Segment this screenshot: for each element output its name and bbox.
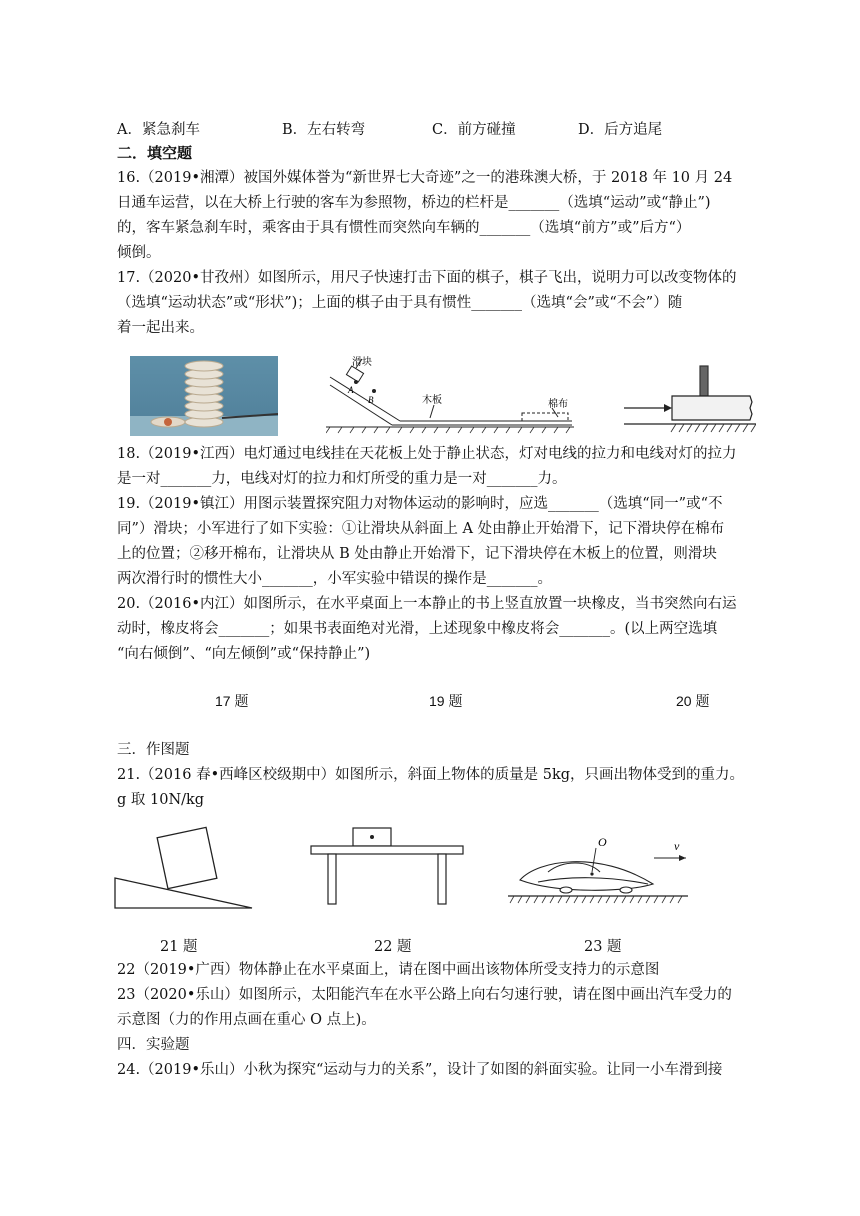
q18-line-1: 18.（2019•江西）电灯通过电线挂在天花板上处于静止状态，灯对电线的拉力和电线对灯的拉力 (117, 446, 737, 462)
solar-car-diagram (508, 836, 688, 910)
table-object-diagram (308, 826, 468, 906)
caption-22: 22 题 (374, 939, 412, 955)
incline-block-diagram (112, 820, 258, 912)
section-drawing-heading: 三．作图题 (117, 742, 190, 758)
caption-19: 19 题 (429, 693, 463, 709)
q21-line-2: g 取 10N/kg (117, 792, 205, 808)
book-eraser-diagram (624, 362, 756, 438)
q19-line-1: 19.（2019•镇江）用图示装置探究阻力对物体运动的影响时，应选_______（选填“同一”或“不 (117, 496, 723, 512)
option-b: B．左右转弯 (282, 122, 366, 138)
q24-line: 24.（2019•乐山）小秋为探究“运动与力的关系”，设计了如图的斜面实验。让同一小车滑到接 (117, 1062, 723, 1078)
q21-line-1: 21.（2016 春•西峰区校级期中）如图所示，斜面上物体的质量是 5kg，只画出物体受到的重力。 (117, 767, 745, 783)
option-d: D．后方追尾 (578, 122, 663, 138)
caption-23: 23 题 (584, 939, 622, 955)
q16-line-3: 的，客车紧急刹车时，乘客由于具有惯性而突然向车辆的_______（选填“前方”或”后方“） (117, 220, 691, 236)
q19-line-3: 上的位置；②移开棉布，让滑块从 B 处由静止开始滑下，记下滑块停在木板上的位置，则滑块 (117, 546, 717, 562)
board-label: 木板 (422, 395, 442, 406)
caption-17: 17 题 (215, 693, 249, 709)
q23-line-1: 23（2020•乐山）如图所示，太阳能汽车在水平公路上向右匀速行驶，请在图中画出汽车受力的 (117, 987, 732, 1003)
q19-line-4: 两次滑行时的惯性大小_______，小军实验中错误的操作是_______。 (117, 571, 552, 587)
q16-line-4: 倾倒。 (117, 245, 161, 261)
q17-line-1: 17.（2020•甘孜州）如图所示，用尺子快速打击下面的棋子，棋子飞出，说明力可以改变物体的 (117, 270, 737, 286)
velocity-v-label: v (674, 839, 680, 853)
point-b-label: B (368, 395, 374, 405)
slider-incline-diagram (326, 355, 576, 437)
chess-pieces-photo (130, 356, 278, 436)
point-a-label: A (348, 385, 354, 395)
q20-line-2: 动时，橡皮将会_______；如果书表面绝对光滑，上述现象中橡皮将会_______。(以上两空选填 (117, 621, 718, 637)
q16-line-1: 16.（2019•湘潭）被国外媒体誉为“新世界七大奇迹”之一的港珠澳大桥，于 2018 年 10 月 24 (117, 170, 733, 186)
caption-20: 20 题 (676, 693, 710, 709)
cloth-label: 棉布 (548, 399, 568, 410)
center-o-label: O (598, 836, 607, 849)
option-a: A．紧急刹车 (117, 122, 200, 138)
q19-line-2: 同”）滑块；小军进行了如下实验：①让滑块从斜面上 A 处由静止开始滑下，记下滑块停在棉布 (117, 521, 725, 537)
q20-line-1: 20.（2016•内江）如图所示，在水平桌面上一本静止的书上竖直放置一块橡皮，当书突然向右运 (117, 596, 737, 612)
caption-21: 21 题 (160, 939, 198, 955)
slider-label: 滑块 (352, 357, 372, 368)
q22-line: 22（2019•广西）物体静止在水平桌面上，请在图中画出该物体所受支持力的示意图 (117, 962, 660, 978)
q16-line-2: 日通车运营，以在大桥上行驶的客车为参照物，桥边的栏杆是_______（选填“运动”或“静止”) (117, 195, 711, 211)
q18-line-2: 是一对_______力，电线对灯的拉力和灯所受的重力是一对_______力。 (117, 471, 567, 487)
q17-line-2: （选填“运动状态”或“形状”)；上面的棋子由于具有惯性_______（选填“会”或“不会”）随 (117, 295, 683, 311)
q23-line-2: 示意图（力的作用点画在重心 O 点上)。 (117, 1012, 376, 1028)
section-fill-blank-heading: 二．填空题 (117, 144, 193, 162)
q20-line-3: “向右倾倒”、“向左倾倒”或“保持静止”) (117, 646, 371, 662)
section-experiment-heading: 四．实验题 (117, 1037, 190, 1053)
q17-line-3: 着一起出来。 (117, 320, 204, 336)
option-c: C．前方碰撞 (432, 122, 516, 138)
